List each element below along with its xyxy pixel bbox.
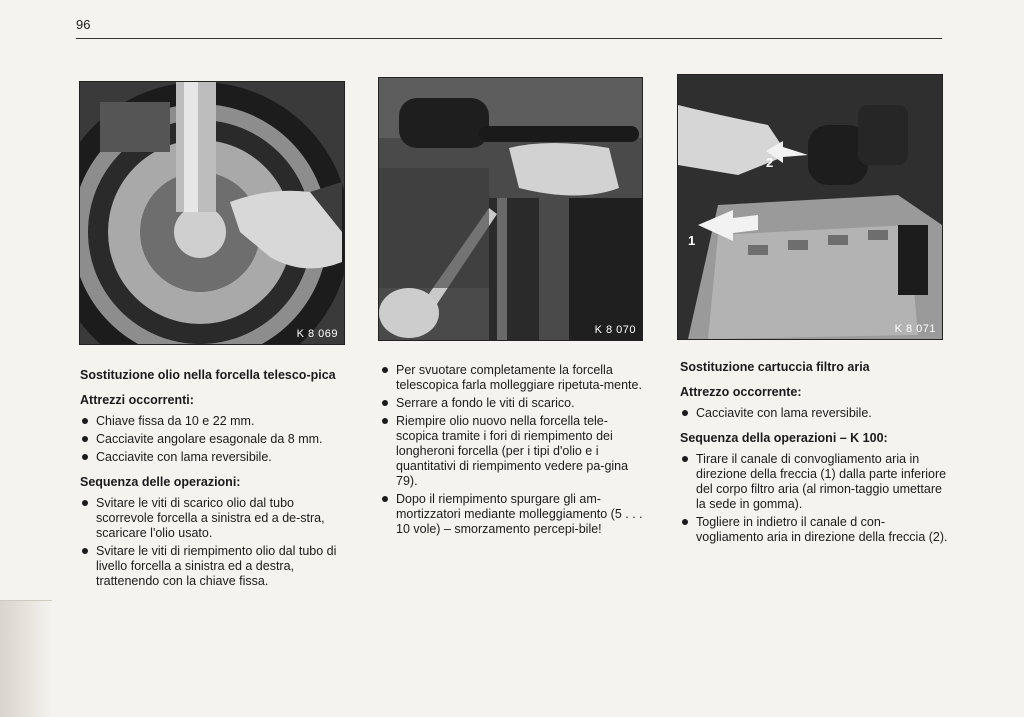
photo-air-filter-image xyxy=(678,75,942,339)
arrow-1-label: 1 xyxy=(688,233,696,248)
column-air-filter xyxy=(680,360,952,548)
photo-code: K 8 069 xyxy=(296,328,338,340)
list-item: Chiave fissa da 10 e 22 mm. xyxy=(80,414,348,429)
photo-code: K 8 071 xyxy=(894,323,936,335)
list-item: Dopo il riempimento spurgare gli am-mortizzatori mediante molleggiamento (5 . . . 10 vole) – smorzamento percepi-bile! xyxy=(380,492,650,537)
tools-list xyxy=(680,406,952,421)
photo-fork-drain xyxy=(79,81,345,345)
list-item: Cacciavite angolare esagonale da 8 mm. xyxy=(80,432,348,447)
steps-list xyxy=(380,363,650,537)
list-item: Svitare le viti di scarico olio dal tubo scorrevole forcella a sinistra ed a de-stra, scaricare l'olio usato. xyxy=(80,496,348,541)
page-edge xyxy=(0,600,52,717)
section-title: Sostituzione cartuccia filtro aria xyxy=(680,360,870,374)
list-item: Cacciavite con lama reversibile. xyxy=(680,406,952,421)
steps-list xyxy=(80,496,348,589)
photo-code: K 8 070 xyxy=(594,324,636,336)
arrow-2-label: 2 xyxy=(766,155,774,170)
list-item: Tirare il canale di convogliamento aria in direzione della freccia (1) dalla parte inferiore del corpo filtro aria (al rimon-taggio umettare la sede in gomma). xyxy=(680,452,952,512)
section-title: Sostituzione olio nella forcella telesco-pica xyxy=(80,368,336,382)
column-fork-oil-continued xyxy=(380,363,650,540)
list-item: Per svuotare completamente la forcella telescopica farla molleggiare ripetuta-mente. xyxy=(380,363,650,393)
header-rule xyxy=(76,38,942,39)
photo-fork-fill-image xyxy=(379,78,642,340)
photo-fork-drain-image xyxy=(80,82,344,344)
sequence-heading: Sequenza delle operazioni: xyxy=(80,475,241,489)
column-fork-oil xyxy=(80,368,348,592)
tools-heading: Attrezzo occorrente: xyxy=(680,385,802,399)
list-item: Serrare a fondo le viti di scarico. xyxy=(380,396,650,411)
tools-list xyxy=(80,414,348,465)
photo-fork-fill xyxy=(378,77,643,341)
list-item: Riempire olio nuovo nella forcella tele-scopica tramite i fori di riempimento dei longheroni forcella (per i tipi d'olio e i quantitativi di riempimento vedere pa-gina 79). xyxy=(380,414,650,489)
list-item: Togliere in indietro il canale d con-vogliamento aria in direzione della freccia (2). xyxy=(680,515,952,545)
steps-list xyxy=(680,452,952,545)
list-item: Svitare le viti di riempimento olio dal tubo di livello forcella a sinistra ed a destra, trattenendo con la chiave fissa. xyxy=(80,544,348,589)
sequence-heading: Sequenza della operazioni – K 100: xyxy=(680,431,888,445)
list-item: Cacciavite con lama reversibile. xyxy=(80,450,348,465)
photo-air-filter xyxy=(677,74,943,340)
page-number: 96 xyxy=(76,17,91,32)
tools-heading: Attrezzi occorrenti: xyxy=(80,393,194,407)
